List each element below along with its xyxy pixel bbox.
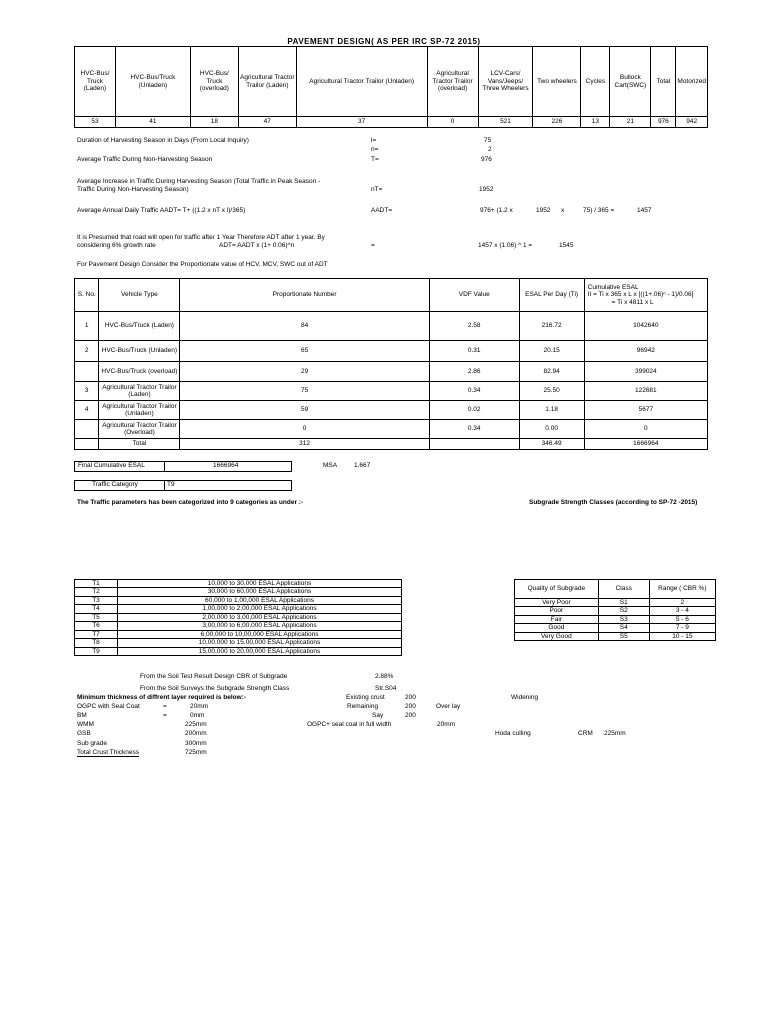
- final-esal-label: Final Cumulative ESAL: [78, 462, 145, 469]
- cum-cell: 399024: [584, 362, 707, 382]
- ogpc-seal-label: OGPC+ seal coal in full width: [307, 721, 392, 728]
- sn-cell: 3: [75, 382, 99, 401]
- non-harvest-traffic-value: 976: [481, 156, 492, 163]
- strength-class-value: Str.S04: [375, 685, 397, 692]
- total-esal: 346.49: [519, 439, 584, 450]
- aadt-result: 1457: [637, 207, 652, 214]
- n-symbol: n=: [371, 146, 379, 153]
- header-cell: Class: [598, 580, 649, 599]
- formula-line-1: II = Ti x 365 x L x [((1+.06)ⁿ - 1)/0.06]: [587, 291, 694, 299]
- msa-label: MSA: [323, 462, 338, 469]
- header-cell: Total: [651, 47, 676, 117]
- category-range: 60,000 to 1,00,000 ESAL Applications: [118, 596, 402, 604]
- growth-label-1: It is Presumed that road will open for traffic after 1 Year Therefore ADT after 1 year. By: [77, 234, 325, 241]
- value-cell: 41: [115, 117, 190, 128]
- subgrade-r-cell: 3 - 4: [649, 607, 715, 615]
- vehicle-type-cell: HVC-Bus/Truck (Unladen): [99, 341, 180, 362]
- aadt-symbol: AADT=: [371, 207, 393, 214]
- increase-traffic-symbol: nT=: [371, 186, 383, 193]
- hoda-culling-label: Hoda culling: [495, 730, 531, 737]
- subgrade-row: [515, 615, 716, 623]
- traffic-category-row: [75, 639, 402, 647]
- layer-value: 200mm: [185, 730, 207, 737]
- non-harvest-traffic-symbol: T=: [371, 156, 379, 163]
- vehicle-type-cell: HVC-Bus/Truck (Laden): [99, 312, 180, 341]
- layer-value: 225mm: [185, 721, 207, 728]
- subgrade-c-cell: S2: [598, 607, 649, 615]
- final-esal-value: 1666964: [213, 462, 239, 469]
- layer-eq: =: [163, 712, 167, 719]
- esal-cell: 216.72: [519, 312, 584, 341]
- value-cell: 13: [581, 117, 610, 128]
- header-cell: Quality of Subgrade: [515, 580, 599, 599]
- value-cell: 976: [651, 117, 676, 128]
- growth-expr: 1457 x (1.06) ^ 1 =: [478, 242, 533, 249]
- subgrade-q-cell: Good: [515, 624, 599, 632]
- remaining-label: Remaining: [347, 703, 379, 710]
- value-cell: 37: [296, 117, 427, 128]
- category-code: T5: [75, 613, 118, 621]
- layer-name: GSB: [77, 730, 91, 737]
- value-cell: 942: [676, 117, 708, 128]
- harvest-duration-symbol: l=: [371, 137, 377, 144]
- prop-cell: 75: [180, 382, 429, 401]
- category-code: T2: [75, 588, 118, 596]
- sn-cell: [75, 420, 99, 439]
- esal-cell: 20.15: [519, 341, 584, 362]
- header-cell: VDF Value: [429, 279, 519, 312]
- category-code: T8: [75, 639, 118, 647]
- cumulative-esal-header: [584, 279, 707, 312]
- value-cell: 47: [238, 117, 296, 128]
- layer-value: 300mm: [185, 740, 207, 747]
- say-value: 200: [405, 712, 416, 719]
- prop-cell: 0: [180, 420, 429, 439]
- increase-traffic-label-2: Traffic During Non-Harvesting Season): [77, 186, 189, 193]
- vdf-cell: 0.31: [429, 341, 519, 362]
- existing-crust-label: Existing crust: [346, 694, 385, 701]
- header-cell: HVC-Bus/Truck (Unladen): [115, 47, 190, 117]
- subgrade-q-cell: Very Good: [515, 632, 599, 640]
- vdf-cell: 0.02: [429, 401, 519, 420]
- header-cell: Range ( CBR %): [649, 580, 715, 599]
- header-cell: LCV-Cars/ Vans/Jeeps/ Three Wheelers: [478, 47, 533, 117]
- header-cell: Two wheelers: [533, 47, 581, 117]
- vehicle-type-cell: Agricultural Tractor Trailor (Laden): [99, 382, 180, 401]
- subgrade-r-cell: 5 - 6: [649, 615, 715, 623]
- esal-cell: 0.00: [519, 420, 584, 439]
- category-range: 10,000 to 30,000 ESAL Applications: [118, 580, 402, 588]
- subgrade-r-cell: 10 - 15: [649, 632, 715, 640]
- subgrade-q-cell: Very Poor: [515, 599, 599, 607]
- crm-value: 225mm: [604, 730, 626, 737]
- header-cell: HVC-Bus/ Truck (Laden): [75, 47, 116, 117]
- category-range: 10,00,000 to 15,00,000 ESAL Applications: [118, 639, 402, 647]
- growth-label-2: considering 6% growth rate: [77, 242, 156, 249]
- header-cell: Proportionate Number: [180, 279, 429, 312]
- prop-cell: 29: [180, 362, 429, 382]
- ogpc-seal-value: 20mm: [437, 721, 456, 728]
- widening-label: Widening: [511, 694, 539, 701]
- value-cell: 226: [533, 117, 581, 128]
- vehicle-type-cell: Agricultural Tractor Trailor (Overload): [99, 420, 180, 439]
- subgrade-class-table: [514, 579, 716, 641]
- total-prop: 312: [180, 439, 429, 450]
- layer-value: 725mm: [185, 749, 207, 756]
- strength-class-label: From the Soil Surveys the Subgrade Strength Class: [140, 685, 290, 692]
- aadt-expr-3: x: [561, 207, 565, 214]
- subgrade-row: [515, 607, 716, 615]
- category-code: T7: [75, 630, 118, 638]
- subgrade-r-cell: 7 - 9: [649, 624, 715, 632]
- increase-traffic-label-1: Average Increase in Traffic During Harvesting Season (Total Traffic in Peak Season -: [77, 178, 321, 185]
- prop-cell: 65: [180, 341, 429, 362]
- subgrade-c-cell: S4: [598, 624, 649, 632]
- value-cell: 521: [478, 117, 533, 128]
- growth-symbol: =: [371, 242, 375, 249]
- traffic-category-row: [75, 630, 402, 638]
- traffic-category-row: [75, 596, 402, 604]
- category-code: T9: [75, 647, 118, 655]
- existing-crust-value: 200: [405, 694, 416, 701]
- crm-label: CRM: [578, 730, 593, 737]
- sn-cell: [75, 362, 99, 382]
- traffic-category-table: [74, 579, 402, 656]
- esal-table: [74, 278, 708, 450]
- cum-cell: 122681: [584, 382, 707, 401]
- sn-cell: 2: [75, 341, 99, 362]
- category-range: 15,00,000 to 20,00,000 ESAL Applications: [118, 647, 402, 655]
- subgrade-row: [515, 632, 716, 640]
- vdf-cell: 2.58: [429, 312, 519, 341]
- say-label: Say: [372, 712, 384, 719]
- harvest-duration-value: 75: [484, 137, 492, 144]
- subgrade-r-cell: 2: [649, 599, 715, 607]
- cum-cell: 1042640: [584, 312, 707, 341]
- aadt-expr-2: 1952: [536, 207, 551, 214]
- aadt-label: Average Annual Daily Traffic AADT= T+ ((1.2 x nT x l)/365): [77, 207, 246, 214]
- category-range: 3,00,000 to 6,00,000 ESAL Applications: [118, 622, 402, 630]
- sn-cell: 4: [75, 401, 99, 420]
- header-cell: Agricultural Tractor Trailor (overload): [427, 47, 478, 117]
- category-code: T6: [75, 622, 118, 630]
- traffic-category-label: Traffic Category: [92, 481, 138, 488]
- cum-cell: 5677: [584, 401, 707, 420]
- non-harvest-traffic-label: Average Traffic During Non-Harvesting Season: [77, 156, 213, 163]
- aadt-expr-4: 75) / 365 =: [583, 207, 615, 214]
- prop-cell: 84: [180, 312, 429, 341]
- n-value: 2: [488, 146, 492, 153]
- category-code: T3: [75, 596, 118, 604]
- layer-name: Sub grade: [77, 740, 107, 747]
- header-cell: Cycles: [581, 47, 610, 117]
- category-range: 30,000 to 60,000 ESAL Applications: [118, 588, 402, 596]
- category-code: T1: [75, 580, 118, 588]
- header-cell: ESAL Per Day (Ti): [519, 279, 584, 312]
- esal-cell: 25.50: [519, 382, 584, 401]
- cbr-label: From the Soil Test Result Design CBR of Subgrade: [140, 673, 288, 680]
- subgrade-q-cell: Poor: [515, 607, 599, 615]
- header-cell: Cumulative ESAL: [587, 283, 639, 291]
- aadt-expr-1: 976+ (1.2 x: [480, 207, 513, 214]
- layer-name: Total Crust Thickness: [77, 749, 140, 756]
- total-label: Total: [99, 439, 180, 450]
- thickness-heading: Minimum thickness of diffrent layer required is below:-: [77, 694, 247, 701]
- cbr-value: 2.88%: [375, 673, 394, 680]
- growth-formula: ADT= AADT x (1+ 0.06)^n: [219, 242, 295, 249]
- vdf-cell: 2.86: [429, 362, 519, 382]
- value-cell: 53: [75, 117, 116, 128]
- header-cell: HVC-Bus/ Truck (overload): [190, 47, 238, 117]
- subgrade-c-cell: S1: [598, 599, 649, 607]
- category-range: 6,00,000 to 10,00,000 ESAL Applications: [118, 630, 402, 638]
- subgrade-row: [515, 624, 716, 632]
- proportionate-note: For Pavement Design Consider the Proportionate value of HCV, MCV, SWC out of ADT: [77, 261, 328, 268]
- layer-name: OGPC with Seal Coat: [77, 703, 140, 710]
- formula-line-2: = Ti x 4811 x L: [611, 298, 654, 306]
- traffic-category-row: [75, 613, 402, 621]
- sn-cell: 1: [75, 312, 99, 341]
- remaining-value: 200: [405, 703, 416, 710]
- prop-cell: 59: [180, 401, 429, 420]
- layer-name: BM: [77, 712, 87, 719]
- category-code: T4: [75, 605, 118, 613]
- vdf-cell: 0.34: [429, 382, 519, 401]
- esal-cell: 82.94: [519, 362, 584, 382]
- overlay-label: Over lay: [436, 703, 461, 710]
- subgrade-row: [515, 599, 716, 607]
- cum-cell: 96942: [584, 341, 707, 362]
- layer-value: 20mm: [190, 703, 209, 710]
- traffic-count-table: [74, 46, 708, 128]
- harvest-duration-label: Duration of Harvesting Season in Days (From Local Inquiry): [77, 137, 249, 144]
- value-cell: 18: [190, 117, 238, 128]
- traffic-param-note: The Traffic parameters has been categorized into 9 categories as under :-: [77, 499, 304, 506]
- page-title: PAVEMENT DESIGN( AS PER IRC SP-72 2015): [287, 37, 481, 46]
- esal-cell: 1.18: [519, 401, 584, 420]
- growth-result: 1545: [559, 242, 574, 249]
- header-cell: Agricultural Tractor Trailor (Unladen): [296, 47, 427, 117]
- header-cell: Agricultural Tractor Trailor (Laden): [238, 47, 296, 117]
- traffic-category-row: [75, 647, 402, 655]
- subgrade-q-cell: Fair: [515, 615, 599, 623]
- layer-value: 0mm: [190, 712, 205, 719]
- header-cell: Motorized: [676, 47, 708, 117]
- header-cell: Vehicle Type: [99, 279, 180, 312]
- layer-eq: =: [163, 703, 167, 710]
- vehicle-type-cell: Agricultural Tractor Trailor (Unladen): [99, 401, 180, 420]
- category-range: 1,00,000 to 2,00,000 ESAL Applications: [118, 605, 402, 613]
- value-cell: 21: [610, 117, 651, 128]
- subgrade-c-cell: S5: [598, 632, 649, 640]
- vehicle-type-cell: HVC-Bus/Truck (overload): [99, 362, 180, 382]
- total-cum: 1666964: [584, 439, 707, 450]
- cum-cell: 0: [584, 420, 707, 439]
- traffic-category-row: [75, 622, 402, 630]
- traffic-category-row: [75, 588, 402, 596]
- layer-name: WMM: [77, 721, 94, 728]
- traffic-category-row: [75, 580, 402, 588]
- value-cell: 0: [427, 117, 478, 128]
- traffic-category-value: T9: [167, 481, 175, 488]
- increase-traffic-value: 1952: [479, 186, 494, 193]
- subgrade-title: Subgrade Strength Classes (according to SP-72 -2015): [529, 499, 698, 506]
- vdf-cell: 0.34: [429, 420, 519, 439]
- traffic-category-row: [75, 605, 402, 613]
- category-range: 2,00,000 to 3,00,000 ESAL Applications: [118, 613, 402, 621]
- msa-value: 1.667: [354, 462, 371, 469]
- header-cell: S. No.: [75, 279, 99, 312]
- subgrade-c-cell: S3: [598, 615, 649, 623]
- header-cell: Bullock Cart(SWC): [610, 47, 651, 117]
